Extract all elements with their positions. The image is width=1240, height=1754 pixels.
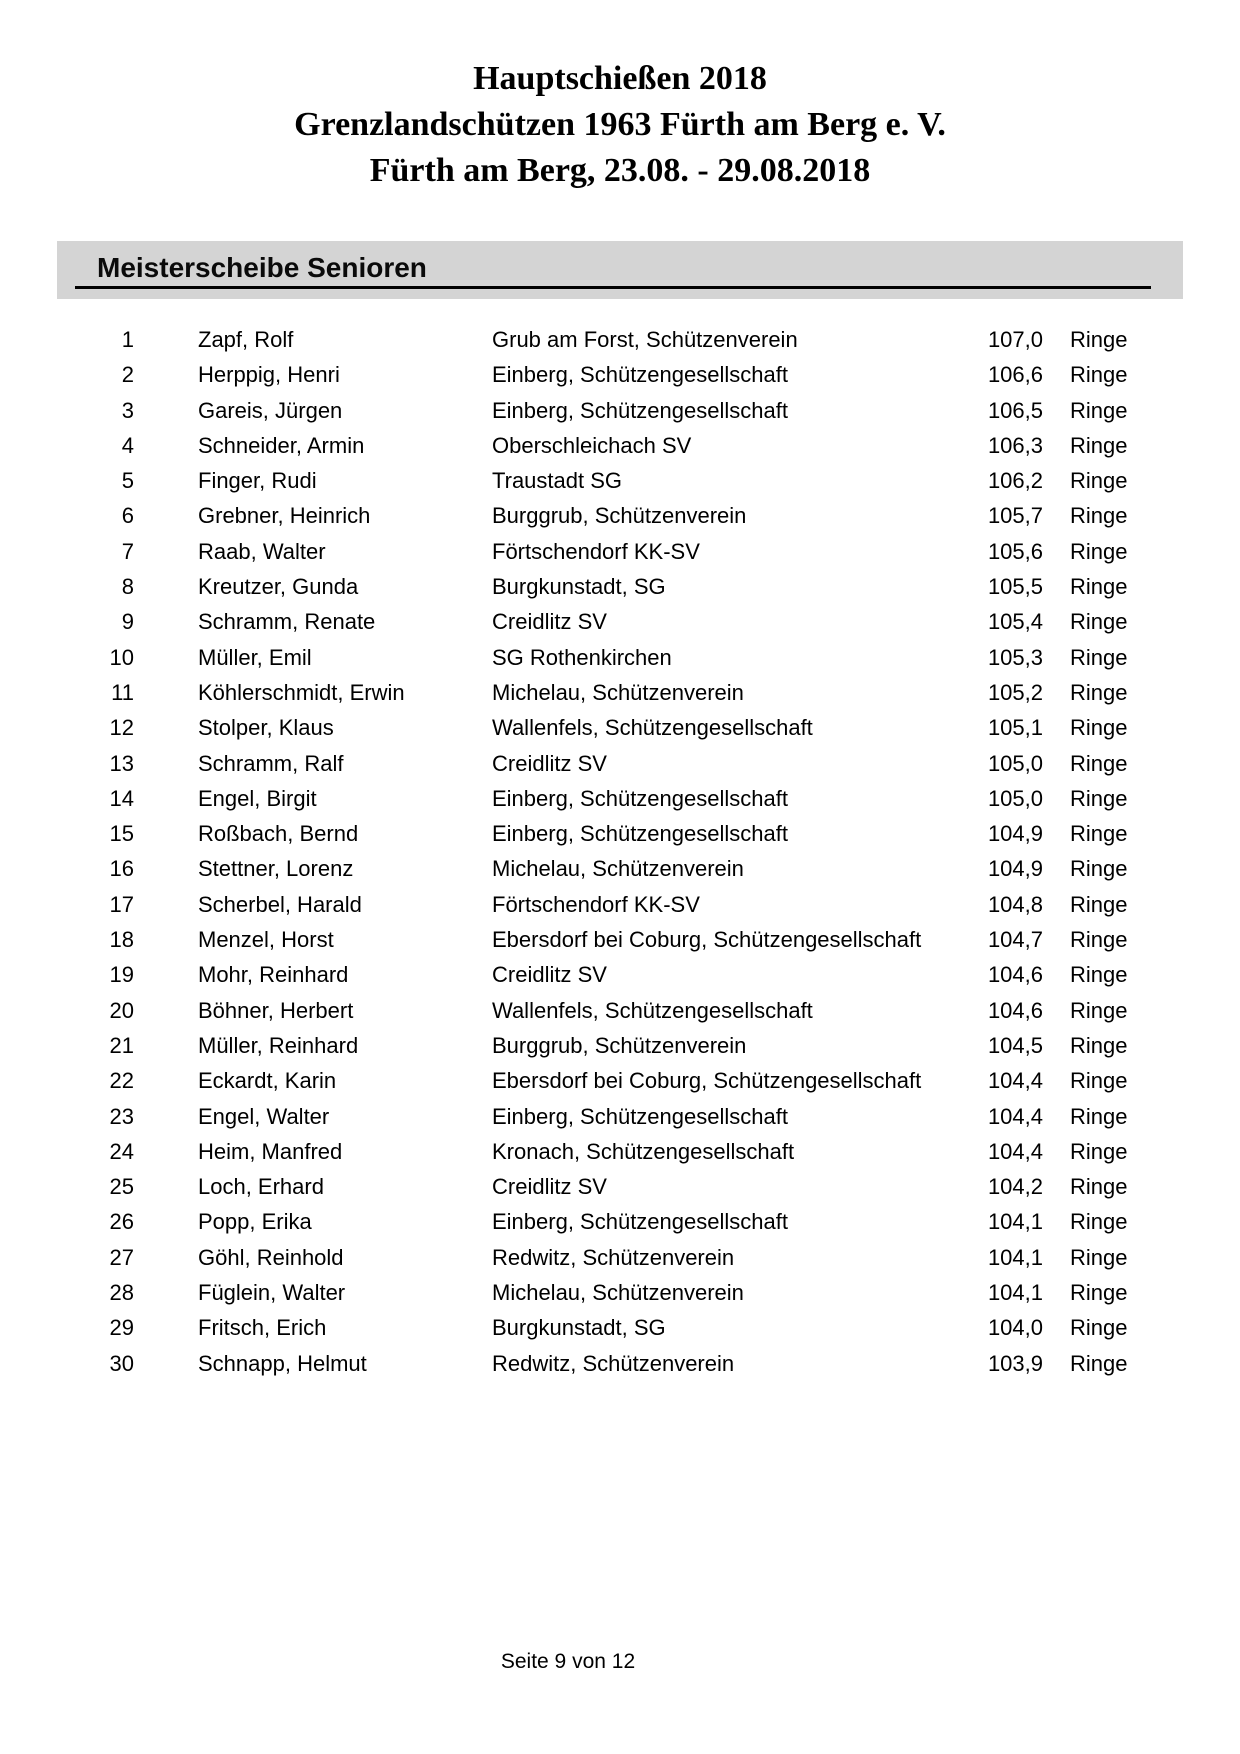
score-cell: 104,1 [987,1280,1043,1306]
score-cell: 104,4 [987,1103,1043,1129]
table-row [0,922,1240,957]
name-cell: Kreutzer, Gunda [198,574,359,600]
table-row [0,675,1240,710]
name-cell: Fritsch, Erich [198,1315,327,1341]
name-cell: Engel, Birgit [198,785,317,811]
rank-cell: 25 [109,1174,134,1200]
club-cell: Ebersdorf bei Coburg, Schützengesellschaft [492,927,922,953]
unit-cell: Ringe [1070,997,1128,1023]
club-cell: Einberg, Schützengesellschaft [492,821,788,847]
club-cell: Creidlitz SV [492,609,607,635]
rank-cell: 13 [109,750,134,776]
unit-cell: Ringe [1070,1350,1128,1376]
name-cell: Finger, Rudi [198,468,317,494]
club-cell: Michelau, Schützenverein [492,1280,744,1306]
table-row [0,816,1240,851]
unit-cell: Ringe [1070,574,1128,600]
rank-cell: 6 [121,503,134,529]
table-row [0,498,1240,533]
table-row [0,322,1240,357]
unit-cell: Ringe [1070,468,1128,494]
page-footer: Seite 9 von 12 [500,1650,636,1673]
unit-cell: Ringe [1070,327,1128,352]
table-row [0,887,1240,922]
name-cell: Zapf, Rolf [198,327,294,352]
club-cell: Einberg, Schützengesellschaft [492,1209,788,1235]
rank-cell: 27 [109,1244,134,1270]
club-cell: Burggrub, Schützenverein [492,1032,747,1058]
score-cell: 104,9 [987,856,1043,882]
section-underline [75,286,1151,289]
unit-cell: Ringe [1070,1280,1128,1306]
club-cell: SG Rothenkirchen [492,644,672,670]
score-cell: 105,1 [987,715,1043,741]
score-cell: 105,0 [987,750,1043,776]
results-table [0,322,1240,1381]
table-row [0,1028,1240,1063]
score-cell: 104,5 [987,1032,1043,1058]
club-cell: Michelau, Schützenverein [492,856,744,882]
table-row [0,1275,1240,1310]
score-cell: 104,1 [987,1244,1043,1270]
score-cell: 105,4 [987,609,1043,635]
club-cell: Förtschendorf KK-SV [492,538,700,564]
club-cell: Oberschleichach SV [492,432,692,458]
rank-cell: 14 [109,785,134,811]
score-cell: 104,0 [987,1315,1043,1341]
table-row [0,1346,1240,1381]
table-row [0,640,1240,675]
table-row [0,957,1240,992]
club-cell: Einberg, Schützengesellschaft [492,785,788,811]
table-row [0,1134,1240,1169]
rank-cell: 28 [109,1280,134,1306]
unit-cell: Ringe [1070,856,1128,882]
rank-cell: 9 [121,609,134,635]
unit-cell: Ringe [1070,1103,1128,1129]
club-cell: Grub am Forst, Schützenverein [492,327,798,352]
rank-cell: 23 [109,1103,134,1129]
score-cell: 104,1 [987,1209,1043,1235]
unit-cell: Ringe [1070,1032,1128,1058]
table-row [0,851,1240,886]
rank-cell: 3 [121,397,134,423]
score-cell: 106,3 [987,432,1043,458]
rank-cell: 8 [121,574,134,600]
score-cell: 104,8 [987,891,1043,917]
table-row [0,1169,1240,1204]
unit-cell: Ringe [1070,432,1128,458]
score-cell: 106,5 [987,397,1043,423]
rank-cell: 21 [109,1032,134,1058]
table-row [0,993,1240,1028]
unit-cell: Ringe [1070,715,1128,741]
club-cell: Traustadt SG [492,468,623,494]
club-cell: Redwitz, Schützenverein [492,1350,735,1376]
table-row [0,746,1240,781]
club-cell: Wallenfels, Schützengesellschaft [492,997,813,1023]
table-row [0,569,1240,604]
name-cell: Müller, Emil [198,644,312,670]
rank-cell: 2 [121,362,134,388]
unit-cell: Ringe [1070,821,1128,847]
rank-cell: 29 [109,1315,134,1341]
unit-cell: Ringe [1070,679,1128,705]
score-cell: 104,9 [987,821,1043,847]
name-cell: Böhner, Herbert [198,997,354,1023]
unit-cell: Ringe [1070,397,1128,423]
score-cell: 107,0 [987,327,1043,352]
unit-cell: Ringe [1070,785,1128,811]
name-cell: Roßbach, Bernd [198,821,359,847]
unit-cell: Ringe [1070,1315,1128,1341]
score-cell: 105,3 [987,644,1043,670]
name-cell: Heim, Manfred [198,1138,343,1164]
unit-cell: Ringe [1070,362,1128,388]
unit-cell: Ringe [1070,538,1128,564]
unit-cell: Ringe [1070,503,1128,529]
name-cell: Popp, Erika [198,1209,312,1235]
table-row [0,1099,1240,1134]
rank-cell: 26 [109,1209,134,1235]
name-cell: Menzel, Horst [198,927,334,953]
score-cell: 105,2 [987,679,1043,705]
title-line-1: Hauptschießen 2018 [473,60,767,97]
name-cell: Loch, Erhard [198,1174,324,1200]
rank-cell: 24 [109,1138,134,1164]
name-cell: Stolper, Klaus [198,715,334,741]
rank-cell: 17 [109,891,134,917]
score-cell: 105,0 [987,785,1043,811]
unit-cell: Ringe [1070,962,1128,988]
club-cell: Creidlitz SV [492,750,607,776]
unit-cell: Ringe [1070,891,1128,917]
name-cell: Müller, Reinhard [198,1032,359,1058]
unit-cell: Ringe [1070,927,1128,953]
rank-cell: 5 [121,468,134,494]
rank-cell: 7 [121,538,134,564]
rank-cell: 11 [111,679,134,705]
club-cell: Creidlitz SV [492,962,607,988]
name-cell: Stettner, Lorenz [198,856,354,882]
club-cell: Einberg, Schützengesellschaft [492,1103,788,1129]
name-cell: Raab, Walter [198,538,326,564]
unit-cell: Ringe [1070,750,1128,776]
club-cell: Einberg, Schützengesellschaft [492,362,788,388]
name-cell: Schramm, Ralf [198,750,344,776]
unit-cell: Ringe [1070,1138,1128,1164]
document-title-block [0,56,1240,194]
table-row [0,710,1240,745]
name-cell: Gareis, Jürgen [198,397,343,423]
unit-cell: Ringe [1070,1209,1128,1235]
club-cell: Redwitz, Schützenverein [492,1244,735,1270]
score-cell: 106,2 [987,468,1043,494]
name-cell: Schnapp, Helmut [198,1350,367,1376]
name-cell: Köhlerschmidt, Erwin [198,679,405,705]
name-cell: Schramm, Renate [198,609,376,635]
table-row [0,781,1240,816]
name-cell: Füglein, Walter [198,1280,346,1306]
unit-cell: Ringe [1070,1244,1128,1270]
unit-cell: Ringe [1070,1174,1128,1200]
rank-cell: 15 [109,821,134,847]
rank-cell: 22 [109,1068,134,1094]
name-cell: Engel, Walter [198,1103,330,1129]
table-row [0,534,1240,569]
score-cell: 104,6 [987,962,1043,988]
rank-cell: 10 [109,644,134,670]
rank-cell: 19 [109,962,134,988]
score-cell: 105,7 [987,503,1043,529]
club-cell: Michelau, Schützenverein [492,679,744,705]
score-cell: 104,4 [987,1068,1043,1094]
club-cell: Kronach, Schützengesellschaft [492,1138,795,1164]
name-cell: Grebner, Heinrich [198,503,371,529]
rank-cell: 1 [121,327,134,352]
table-row [0,393,1240,428]
score-cell: 104,4 [987,1138,1043,1164]
table-row [0,428,1240,463]
name-cell: Herppig, Henri [198,362,340,388]
name-cell: Eckardt, Karin [198,1068,337,1094]
rank-cell: 16 [109,856,134,882]
club-cell: Ebersdorf bei Coburg, Schützengesellschaft [492,1068,922,1094]
club-cell: Wallenfels, Schützengesellschaft [492,715,813,741]
table-row [0,604,1240,639]
club-cell: Burggrub, Schützenverein [492,503,747,529]
rank-cell: 30 [109,1350,134,1376]
name-cell: Göhl, Reinhold [198,1244,344,1270]
name-cell: Scherbel, Harald [198,891,362,917]
table-row [0,357,1240,392]
club-cell: Creidlitz SV [492,1174,607,1200]
table-row [0,1240,1240,1275]
table-row [0,463,1240,498]
club-cell: Einberg, Schützengesellschaft [492,397,788,423]
section-title: Meisterscheibe Senioren [97,252,427,283]
score-cell: 105,6 [987,538,1043,564]
unit-cell: Ringe [1070,1068,1128,1094]
score-cell: 104,2 [987,1174,1043,1200]
name-cell: Schneider, Armin [198,432,365,458]
score-cell: 104,6 [987,997,1043,1023]
rank-cell: 20 [109,997,134,1023]
club-cell: Förtschendorf KK-SV [492,891,700,917]
score-cell: 103,9 [987,1350,1043,1376]
club-cell: Burgkunstadt, SG [492,574,666,600]
table-row [0,1204,1240,1239]
score-cell: 104,7 [987,927,1043,953]
score-cell: 106,6 [987,362,1043,388]
name-cell: Mohr, Reinhard [198,962,349,988]
unit-cell: Ringe [1070,609,1128,635]
title-line-3: Fürth am Berg, 23.08. - 29.08.2018 [369,152,871,189]
rank-cell: 12 [109,715,134,741]
rank-cell: 18 [109,927,134,953]
section-header-bar [57,241,1183,299]
unit-cell: Ringe [1070,644,1128,670]
club-cell: Burgkunstadt, SG [492,1315,666,1341]
rank-cell: 4 [121,432,134,458]
score-cell: 105,5 [987,574,1043,600]
title-line-2: Grenzlandschützen 1963 Fürth am Berg e. V. [294,106,946,143]
table-row [0,1063,1240,1098]
table-row [0,1310,1240,1345]
